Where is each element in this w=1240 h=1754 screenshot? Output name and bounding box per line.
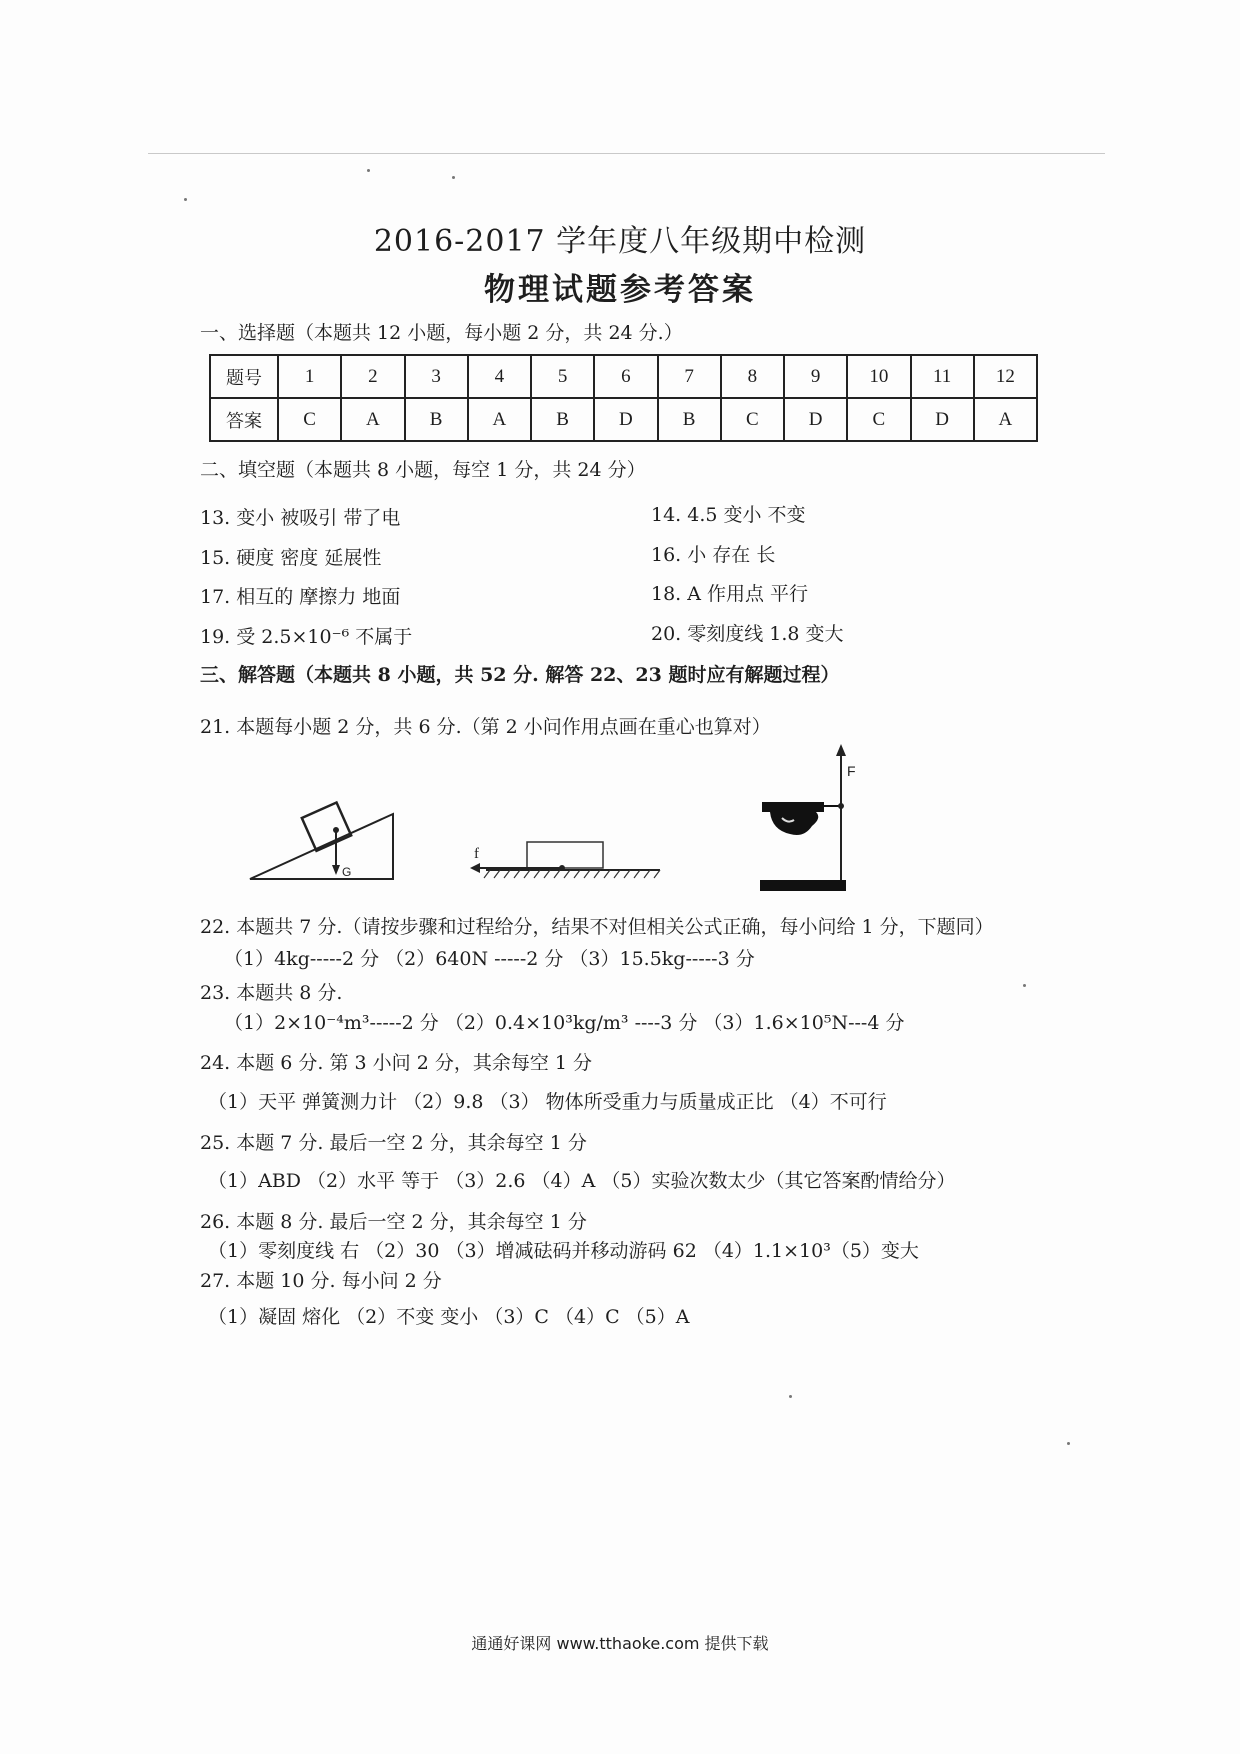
answer-22: （1）4kg-----2 分 （2）640N -----2 分 （3）15.5kg-----3 分: [224, 948, 755, 970]
question-number: 10: [847, 355, 910, 398]
question-number: 6: [594, 355, 657, 398]
question-number: 9: [784, 355, 847, 398]
answer-table: [209, 354, 1038, 442]
section3-heading: 三、解答题（本题共 8 小题，共 52 分. 解答 22、23 题时应有解题过程）: [200, 664, 840, 686]
answer-27: （1）凝固 熔化 （2）不变 变小 （3）C （4）C （5）A: [208, 1306, 690, 1328]
incline-gravity-diagram: [248, 783, 398, 883]
fill-answer-15: 15. 硬度 密度 延展性: [200, 547, 382, 569]
top-rule: [148, 153, 1105, 154]
scan-speck: [789, 1395, 792, 1398]
stand-force-diagram: [752, 742, 872, 894]
question-number: 1: [278, 355, 341, 398]
question-number: 8: [721, 355, 784, 398]
answer-cell: A: [468, 398, 531, 441]
fill-answer-20: 20. 零刻度线 1.8 变大: [651, 623, 844, 645]
scan-speck: [452, 176, 455, 179]
answer-24: （1）天平 弹簧测力计 （2）9.8 （3） 物体所受重力与质量成正比 （4）不可行: [208, 1091, 887, 1113]
answer-cell: C: [721, 398, 784, 441]
section1-heading: 一、选择题（本题共 12 小题，每小题 2 分，共 24 分.）: [200, 322, 683, 344]
gravity-label-G: G: [342, 865, 352, 879]
question-number: 7: [658, 355, 721, 398]
answer-cell: B: [405, 398, 468, 441]
question-22: 22. 本题共 7 分.（请按步骤和过程给分，结果不对但相关公式正确，每小问给 1 分，下题同）: [200, 916, 994, 938]
answer-cell: D: [784, 398, 847, 441]
fill-answer-14: 14. 4.5 变小 不变: [651, 504, 806, 526]
answer-23: （1）2×10⁻⁴m³-----2 分 （2）0.4×10³kg/m³ ----3 分 （3）1.6×10⁵N---4 分: [224, 1012, 905, 1034]
answer-cell: B: [658, 398, 721, 441]
question-27: 27. 本题 10 分. 每小问 2 分: [200, 1270, 442, 1292]
fill-answer-16: 16. 小 存在 长: [651, 544, 776, 566]
scan-speck: [1067, 1442, 1070, 1445]
table-row-numbers: [210, 355, 1037, 398]
answer-25: （1）ABD （2）水平 等于 （3）2.6 （4）A （5）实验次数太少（其它答案酌情给分）: [208, 1170, 956, 1192]
fill-answer-18: 18. A 作用点 平行: [651, 583, 809, 605]
row-label-answer: 答案: [210, 398, 278, 441]
scan-speck: [184, 198, 187, 201]
answer-cell: C: [847, 398, 910, 441]
question-number: 2: [341, 355, 404, 398]
question-26: 26. 本题 8 分. 最后一空 2 分，其余每空 1 分: [200, 1211, 587, 1233]
scan-speck: [1023, 984, 1026, 987]
section2-heading: 二、填空题（本题共 8 小题，每空 1 分，共 24 分）: [200, 459, 646, 481]
friction-diagram: [468, 838, 668, 890]
table-row-answers: [210, 398, 1037, 441]
scan-speck: [367, 169, 370, 172]
answer-26: （1）零刻度线 右 （2）30 （3）增减砝码并移动游码 62 （4）1.1×10³（5）变大: [208, 1240, 919, 1262]
question-23: 23. 本题共 8 分.: [200, 982, 343, 1004]
answer-cell: A: [341, 398, 404, 441]
page-title: 2016-2017 学年度八年级期中检测: [373, 224, 867, 259]
page-subtitle: 物理试题参考答案: [484, 272, 756, 308]
answer-cell: D: [911, 398, 974, 441]
answer-cell: D: [594, 398, 657, 441]
fill-answer-17: 17. 相互的 摩擦力 地面: [200, 586, 401, 608]
row-label-number: 题号: [210, 355, 278, 398]
question-number: 12: [974, 355, 1037, 398]
question-number: 4: [468, 355, 531, 398]
question-21: 21. 本题每小题 2 分，共 6 分.（第 2 小问作用点画在重心也算对）: [200, 716, 771, 738]
fill-answer-19: 19. 受 2.5×10⁻⁶ 不属于: [200, 626, 413, 648]
question-number: 3: [405, 355, 468, 398]
question-number: 11: [911, 355, 974, 398]
question-24: 24. 本题 6 分. 第 3 小问 2 分，其余每空 1 分: [200, 1052, 593, 1074]
force-label-F: F: [847, 763, 856, 779]
page-footer: 通通好课网 www.tthaoke.com 提供下载: [471, 1634, 769, 1653]
answer-cell: C: [278, 398, 341, 441]
question-number: 5: [531, 355, 594, 398]
answer-cell: B: [531, 398, 594, 441]
answer-cell: A: [974, 398, 1037, 441]
friction-label-f: f: [474, 846, 479, 862]
question-25: 25. 本题 7 分. 最后一空 2 分，其余每空 1 分: [200, 1132, 587, 1154]
fill-answer-13: 13. 变小 被吸引 带了电: [200, 507, 401, 529]
